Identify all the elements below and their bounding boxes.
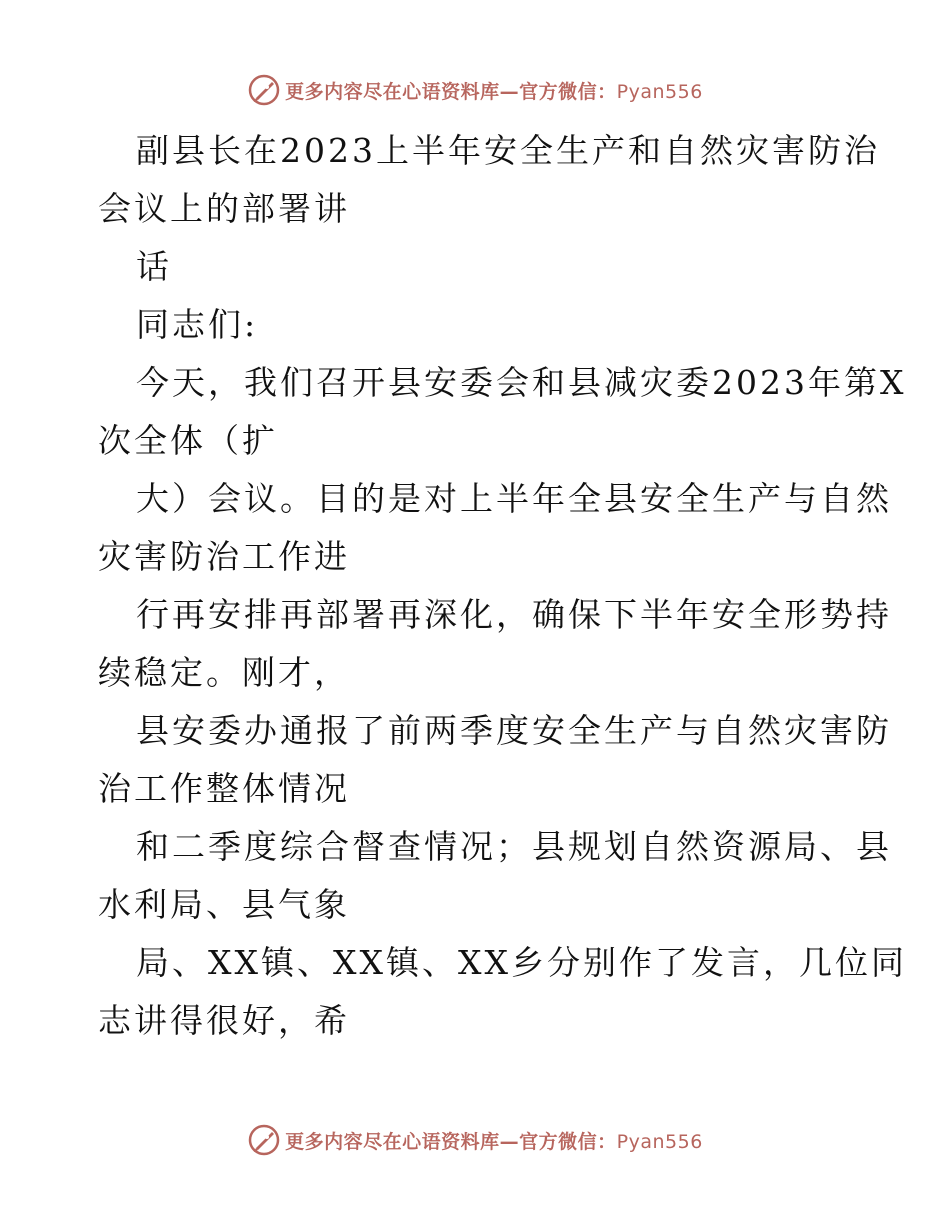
paragraph-line: 续稳定。刚才， xyxy=(98,653,350,692)
footer-watermark xyxy=(0,1120,950,1160)
title-line-3: 话 xyxy=(136,247,172,286)
wechat-id: Pyan556 xyxy=(616,1130,703,1153)
paragraph-line: 行再安排再部署再深化，确保下半年安全形势持 xyxy=(136,595,892,634)
paragraph-line: 大）会议。目的是对上半年全县安全生产与自然 xyxy=(136,479,892,518)
watermark-text: 更多内容尽在心语资料库—官方微信： xyxy=(285,80,617,103)
paragraph-line: 今天，我们召开县安委会和县减灾委2023年第X xyxy=(136,363,907,402)
wechat-id: Pyan556 xyxy=(616,80,703,103)
paragraph-line: 水利局、县气象 xyxy=(98,885,350,924)
quill-pen-logo-icon xyxy=(247,1123,281,1157)
paragraph-line: 灾害防治工作进 xyxy=(98,537,350,576)
salutation: 同志们: xyxy=(136,305,259,344)
quill-pen-logo-icon xyxy=(247,73,281,107)
header-watermark xyxy=(0,70,950,110)
title-line-2: 会议上的部署讲 xyxy=(98,189,350,228)
paragraph-line: 局、XX镇、XX镇、XX乡分别作了发言，几位同 xyxy=(136,943,907,982)
document-body xyxy=(98,122,907,1050)
paragraph-line: 和二季度综合督查情况；县规划自然资源局、县 xyxy=(136,827,892,866)
paragraph-line: 县安委办通报了前两季度安全生产与自然灾害防 xyxy=(136,711,892,750)
paragraph-line: 治工作整体情况 xyxy=(98,769,350,808)
watermark-text: 更多内容尽在心语资料库—官方微信： xyxy=(285,1130,617,1153)
paragraph-line: 次全体（扩 xyxy=(98,421,278,460)
paragraph-line: 志讲得很好，希 xyxy=(98,1001,350,1040)
title-line-1: 副县长在2023上半年安全生产和自然灾害防治 xyxy=(136,131,880,170)
